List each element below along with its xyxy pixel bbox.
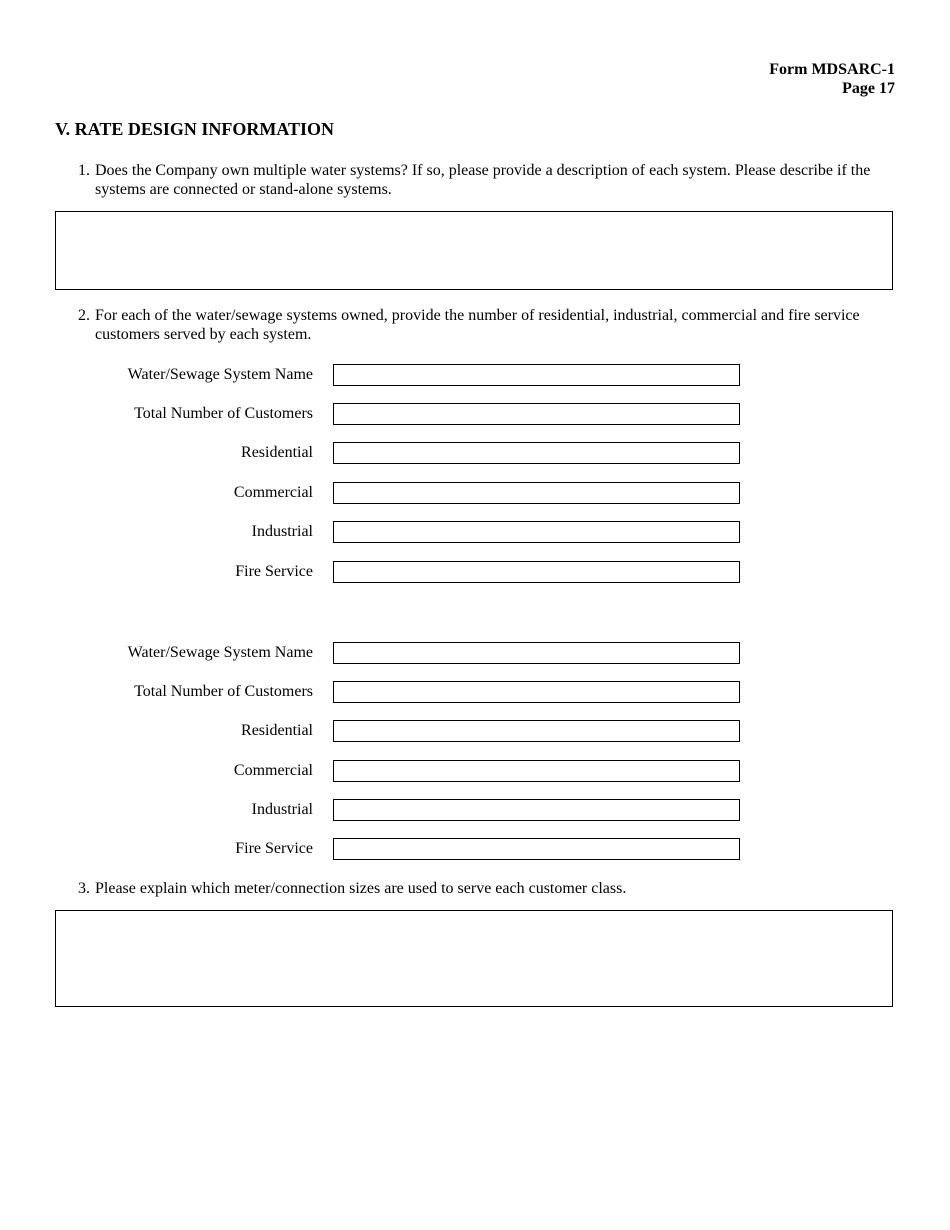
- field-label: Water/Sewage System Name: [127, 366, 313, 383]
- total-customers-row: [0, 681, 950, 703]
- field-label: Water/Sewage System Name: [127, 644, 313, 661]
- field-label: Residential: [241, 444, 313, 461]
- residential-row: [0, 442, 950, 464]
- field-label: Commercial: [233, 762, 313, 779]
- industrial-row: [0, 521, 950, 543]
- field-label: Fire Service: [235, 840, 313, 857]
- section-title: V. RATE DESIGN INFORMATION: [55, 119, 335, 139]
- fire-service-input[interactable]: [333, 561, 740, 583]
- question-number: 3.: [78, 880, 90, 897]
- industrial-input[interactable]: [333, 521, 740, 543]
- commercial-row: [0, 482, 950, 504]
- question-2: [78, 306, 878, 344]
- field-label: Industrial: [251, 523, 313, 540]
- system-name-input[interactable]: [333, 642, 740, 664]
- question-1-answer-box[interactable]: [55, 211, 893, 290]
- question-number: 1.: [78, 162, 90, 179]
- residential-input[interactable]: [333, 442, 740, 464]
- industrial-row: [0, 799, 950, 821]
- total-customers-row: [0, 403, 950, 425]
- industrial-input[interactable]: [333, 799, 740, 821]
- system-name-input[interactable]: [333, 364, 740, 386]
- field-label: Fire Service: [235, 563, 313, 580]
- page-number: Page 17: [842, 80, 895, 97]
- fire-service-row: [0, 838, 950, 860]
- total-customers-input[interactable]: [333, 681, 740, 703]
- question-3: [78, 879, 878, 898]
- field-label: Total Number of Customers: [134, 683, 313, 700]
- commercial-row: [0, 760, 950, 782]
- form-header: [769, 60, 895, 98]
- field-label: Industrial: [251, 801, 313, 818]
- field-label: Commercial: [233, 484, 313, 501]
- system-name-row: [0, 642, 950, 664]
- system-name-row: [0, 364, 950, 386]
- fire-service-row: [0, 561, 950, 583]
- question-number: 2.: [78, 307, 90, 324]
- fire-service-input[interactable]: [333, 838, 740, 860]
- commercial-input[interactable]: [333, 760, 740, 782]
- residential-row: [0, 720, 950, 742]
- question-1: [78, 161, 878, 199]
- field-label: Total Number of Customers: [134, 405, 313, 422]
- question-text: Does the Company own multiple water systems? If so, please provide a description of each system. Please describe if the systems are connected or stand-alone systems.: [95, 162, 871, 198]
- question-text: For each of the water/sewage systems owned, provide the number of residential, industrial, commercial and fire service customers served by each system.: [95, 307, 860, 343]
- residential-input[interactable]: [333, 720, 740, 742]
- form-id: Form MDSARC-1: [769, 61, 895, 78]
- total-customers-input[interactable]: [333, 403, 740, 425]
- question-text: Please explain which meter/connection sizes are used to serve each customer class.: [95, 880, 627, 897]
- question-3-answer-box[interactable]: [55, 910, 893, 1007]
- field-label: Residential: [241, 722, 313, 739]
- commercial-input[interactable]: [333, 482, 740, 504]
